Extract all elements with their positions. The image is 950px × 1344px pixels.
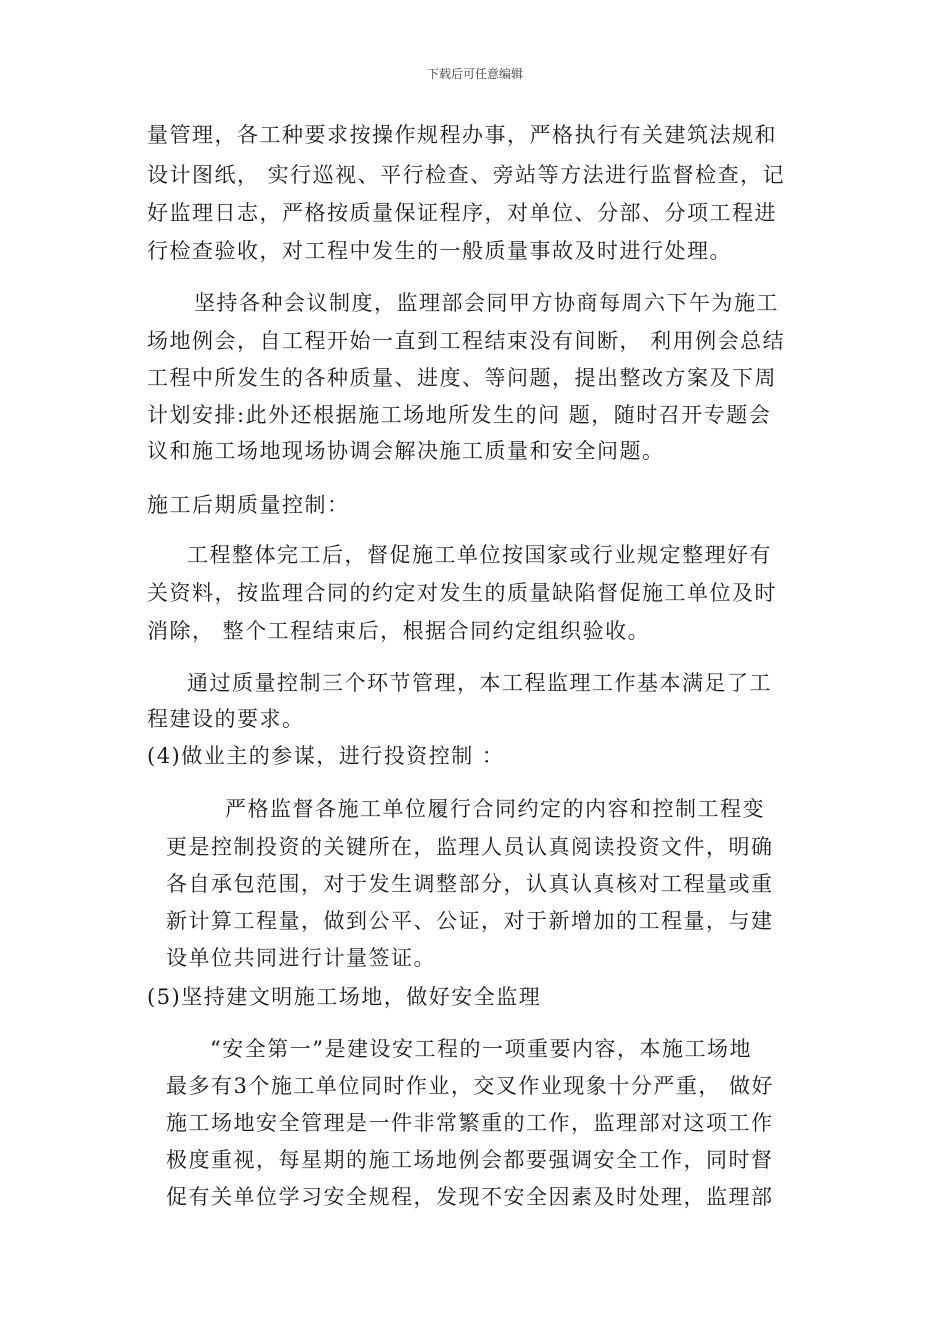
text-line: 各自承包范围，对于发生调整部分，认真认真核对工程量或重	[166, 872, 774, 896]
text-line: 更是控制投资的关键所在，监理人员认真阅读投资文件，明确	[166, 835, 774, 859]
section-heading: (4)做业主的参谋，进行投资控制 ：	[147, 744, 505, 768]
text-line: 坚持各种会议制度，监理部会同甲方协商每周六下午为施工	[194, 291, 779, 315]
text-line: 施工场地安全管理是一件非常繁重的工作，监理部对这项工作	[166, 1111, 774, 1135]
section-heading: 施工后期质量控制：	[147, 493, 350, 517]
text-line: 工程整体完工后，督促施工单位按国家或行业规定整理好有	[187, 543, 772, 567]
text-line: 关资料，按监理合同的约定对发生的质量缺陷督促施工单位及时	[147, 581, 777, 605]
text-line: 设单位共同进行计量签证。	[166, 946, 436, 970]
section-heading: (5)坚持建文明施工场地，做好安全监理	[147, 985, 542, 1009]
text-line: 最多有3个施工单位同时作业，交叉作业现象十分严重， 做好	[166, 1074, 775, 1098]
text-line: 促有关单位学习安全规程，发现不安全因素及时处理，监理部	[166, 1185, 774, 1209]
text-line: 极度重视，每星期的施工场地例会都要强调安全工作，同时督	[166, 1148, 774, 1172]
text-line: 程建设的要求。	[147, 707, 305, 731]
text-line: “安全第一”是建设安工程的一项重要内容，本施工场地	[210, 1037, 752, 1061]
text-line: 议和施工场地现场协调会解决施工质量和安全问题。	[147, 439, 665, 463]
text-line: 设计图纸， 实行巡视、平行检查、旁站等方法进行监督检查，记	[147, 163, 786, 187]
text-line: 严格监督各施工单位履行合同约定的内容和控制工程变	[225, 797, 765, 821]
text-line: 场地例会，自工程开始一直到工程结束没有间断， 利用例会总结	[147, 329, 786, 353]
text-line: 新计算工程量，做到公平、公证，对于新增加的工程量，与建	[166, 909, 774, 933]
text-line: 好监理日志，严格按质量保证程序，对单位、分部、分项工程进	[147, 201, 777, 225]
text-line: 工程中所发生的各种质量、进度、等问题，提出整改方案及下周	[147, 366, 777, 390]
text-line: 消除， 整个工程结束后，根据合同约定组织验收。	[147, 619, 651, 643]
text-line: 通过质量控制三个环节管理，本工程监理工作基本满足了工	[187, 671, 772, 695]
text-line: 量管理，各工种要求按操作规程办事，严格执行有关建筑法规和	[147, 123, 777, 147]
text-line: 行检查验收，对工程中发生的一般质量事故及时进行处理。	[147, 239, 732, 263]
page-header: 下载后可任意编辑	[426, 67, 523, 81]
text-line: 计划安排:此外还根据施工场地所发生的问 题，随时召开专题会	[147, 403, 772, 427]
